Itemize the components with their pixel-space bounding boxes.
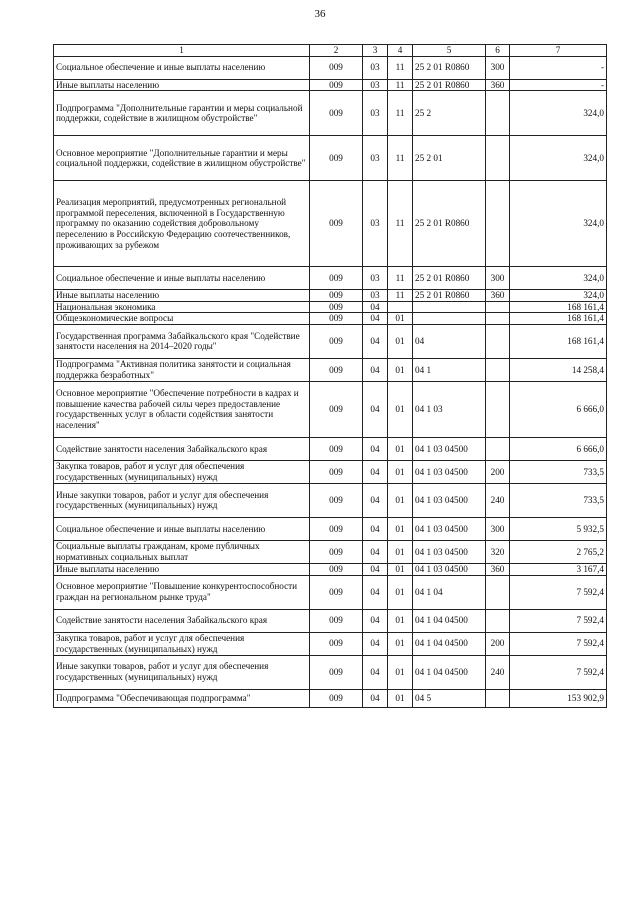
section-code: 04: [363, 632, 388, 655]
amount: 168 161,4: [510, 301, 607, 313]
amount: 7 592,4: [510, 655, 607, 689]
target-article-code: 04 1 03 04500: [413, 517, 486, 540]
row-name: Подпрограмма "Обеспечивающая подпрограмма": [54, 689, 310, 707]
target-article-code: [413, 301, 486, 313]
section-code: 04: [363, 609, 388, 632]
amount: 168 161,4: [510, 313, 607, 325]
target-article-code: 04 1 03 04500: [413, 483, 486, 517]
row-name: Государственная программа Забайкальского края "Содействие занятости населения на 2014–2020 годы": [54, 324, 310, 358]
target-article-code: 04 1 03 04500: [413, 437, 486, 460]
ministry-code: 009: [310, 91, 363, 136]
subsection-code: 01: [388, 563, 413, 575]
target-article-code: 25 2 01 R0860: [413, 181, 486, 267]
section-code: 04: [363, 575, 388, 609]
amount: 153 902,9: [510, 689, 607, 707]
target-article-code: 25 2 01 R0860: [413, 290, 486, 302]
section-code: 03: [363, 290, 388, 302]
subsection-code: 01: [388, 655, 413, 689]
ministry-code: 009: [310, 358, 363, 381]
expense-type-code: [486, 609, 510, 632]
target-article-code: 25 2 01 R0860: [413, 56, 486, 79]
ministry-code: 009: [310, 689, 363, 707]
column-number: 5: [413, 45, 486, 57]
expense-type-code: 360: [486, 563, 510, 575]
target-article-code: 04 1 03 04500: [413, 563, 486, 575]
row-name: Социальное обеспечение и иные выплаты населению: [54, 267, 310, 290]
section-code: 03: [363, 56, 388, 79]
ministry-code: 009: [310, 632, 363, 655]
row-name: Основное мероприятие "Дополнительные гарантии и меры социальной поддержки, содействие в жилищном обустройстве": [54, 136, 310, 181]
subsection-code: 01: [388, 381, 413, 437]
row-name: Основное мероприятие "Обеспечение потребности в кадрах и повышение качества рабочей силы через предоставление государственных услуг в области содействия занятости населения": [54, 381, 310, 437]
ministry-code: 009: [310, 324, 363, 358]
section-code: 04: [363, 483, 388, 517]
section-code: 03: [363, 181, 388, 267]
expense-type-code: [486, 575, 510, 609]
row-name: Закупка товаров, работ и услуг для обеспечения государственных (муниципальных) нужд: [54, 460, 310, 483]
amount: 6 666,0: [510, 437, 607, 460]
section-code: 04: [363, 358, 388, 381]
table-row: [54, 290, 607, 302]
section-code: 04: [363, 517, 388, 540]
subsection-code: 11: [388, 91, 413, 136]
target-article-code: 04 1 03 04500: [413, 540, 486, 563]
table-row: [54, 301, 607, 313]
subsection-code: 01: [388, 540, 413, 563]
table-row: [54, 540, 607, 563]
row-name: Закупка товаров, работ и услуг для обеспечения государственных (муниципальных) нужд: [54, 632, 310, 655]
table-row: [54, 563, 607, 575]
expense-type-code: 300: [486, 517, 510, 540]
section-code: 04: [363, 437, 388, 460]
table-row: [54, 437, 607, 460]
amount: 7 592,4: [510, 632, 607, 655]
target-article-code: 04 5: [413, 689, 486, 707]
section-code: 04: [363, 460, 388, 483]
section-code: 04: [363, 563, 388, 575]
column-number: 6: [486, 45, 510, 57]
table-row: [54, 517, 607, 540]
table-row: [54, 381, 607, 437]
expense-type-code: [486, 313, 510, 325]
amount: 3 167,4: [510, 563, 607, 575]
subsection-code: 01: [388, 609, 413, 632]
ministry-code: 009: [310, 301, 363, 313]
subsection-code: 11: [388, 79, 413, 91]
amount: 733,5: [510, 460, 607, 483]
amount: 324,0: [510, 290, 607, 302]
table-row: [54, 632, 607, 655]
subsection-code: 11: [388, 56, 413, 79]
section-code: 03: [363, 79, 388, 91]
target-article-code: 04 1 04: [413, 575, 486, 609]
row-name: Подпрограмма "Дополнительные гарантии и меры социальной поддержки, содействие в жилищном обустройстве": [54, 91, 310, 136]
row-name: Иные выплаты населению: [54, 79, 310, 91]
target-article-code: 04 1 04 04500: [413, 609, 486, 632]
expense-type-code: 360: [486, 79, 510, 91]
row-name: Социальное обеспечение и иные выплаты населению: [54, 56, 310, 79]
section-code: 04: [363, 313, 388, 325]
amount: 168 161,4: [510, 324, 607, 358]
amount: 5 932,5: [510, 517, 607, 540]
subsection-code: 01: [388, 358, 413, 381]
ministry-code: 009: [310, 56, 363, 79]
amount: 2 765,2: [510, 540, 607, 563]
column-number: 7: [510, 45, 607, 57]
expense-type-code: [486, 181, 510, 267]
ministry-code: 009: [310, 483, 363, 517]
subsection-code: 01: [388, 517, 413, 540]
row-name: Иные выплаты населению: [54, 290, 310, 302]
expense-type-code: [486, 358, 510, 381]
expense-type-code: 200: [486, 632, 510, 655]
column-number: 1: [54, 45, 310, 57]
subsection-code: 11: [388, 290, 413, 302]
amount: 7 592,4: [510, 575, 607, 609]
page-number: 36: [314, 8, 326, 20]
section-code: 03: [363, 267, 388, 290]
amount: 324,0: [510, 181, 607, 267]
subsection-code: 01: [388, 313, 413, 325]
expense-type-code: 240: [486, 483, 510, 517]
amount: 6 666,0: [510, 381, 607, 437]
section-code: 04: [363, 540, 388, 563]
amount: 324,0: [510, 91, 607, 136]
target-article-code: 04: [413, 324, 486, 358]
table-row: [54, 358, 607, 381]
table-row: [54, 483, 607, 517]
subsection-code: 11: [388, 136, 413, 181]
ministry-code: 009: [310, 181, 363, 267]
table-row: [54, 91, 607, 136]
subsection-code: 11: [388, 267, 413, 290]
target-article-code: 04 1 04 04500: [413, 655, 486, 689]
budget-table: [53, 44, 607, 708]
expense-type-code: [486, 381, 510, 437]
row-name: Социальные выплаты гражданам, кроме публичных нормативных социальных выплат: [54, 540, 310, 563]
table-row: [54, 56, 607, 79]
ministry-code: 009: [310, 437, 363, 460]
expense-type-code: [486, 301, 510, 313]
row-name: Реализация мероприятий, предусмотренных региональной программой переселения, включенной в Государственную программу по оказанию содействия добровольному переселению в Российскую Федерацию соотечественников, проживающих за рубежом: [54, 181, 310, 267]
amount: -: [510, 79, 607, 91]
expense-type-code: [486, 136, 510, 181]
target-article-code: 04 1 03: [413, 381, 486, 437]
row-name: Содействие занятости населения Забайкальского края: [54, 437, 310, 460]
subsection-code: 01: [388, 460, 413, 483]
ministry-code: 009: [310, 563, 363, 575]
target-article-code: 04 1 03 04500: [413, 460, 486, 483]
ministry-code: 009: [310, 136, 363, 181]
amount: 324,0: [510, 267, 607, 290]
section-code: 04: [363, 324, 388, 358]
section-code: 04: [363, 689, 388, 707]
row-name: Иные закупки товаров, работ и услуг для обеспечения государственных (муниципальных) нужд: [54, 483, 310, 517]
table-row: [54, 181, 607, 267]
table-row: [54, 575, 607, 609]
row-name: Национальная экономика: [54, 301, 310, 313]
row-name: Основное мероприятие "Повышение конкурентоспособности граждан на региональном рынке труда": [54, 575, 310, 609]
ministry-code: 009: [310, 540, 363, 563]
amount: 733,5: [510, 483, 607, 517]
section-code: 04: [363, 655, 388, 689]
table-row: [54, 136, 607, 181]
amount: 324,0: [510, 136, 607, 181]
row-name: Социальное обеспечение и иные выплаты населению: [54, 517, 310, 540]
target-article-code: 25 2: [413, 91, 486, 136]
ministry-code: 009: [310, 575, 363, 609]
subsection-code: 01: [388, 689, 413, 707]
subsection-code: 01: [388, 632, 413, 655]
amount: 14 258,4: [510, 358, 607, 381]
target-article-code: [413, 313, 486, 325]
expense-type-code: 320: [486, 540, 510, 563]
row-name: Иные закупки товаров, работ и услуг для обеспечения государственных (муниципальных) нужд: [54, 655, 310, 689]
ministry-code: 009: [310, 381, 363, 437]
column-number: 2: [310, 45, 363, 57]
table-row: [54, 689, 607, 707]
row-name: Общеэкономические вопросы: [54, 313, 310, 325]
expense-type-code: 360: [486, 290, 510, 302]
section-code: 04: [363, 381, 388, 437]
amount: 7 592,4: [510, 609, 607, 632]
ministry-code: 009: [310, 267, 363, 290]
subsection-code: 11: [388, 181, 413, 267]
section-code: 03: [363, 136, 388, 181]
table-row: [54, 313, 607, 325]
row-name: Содействие занятости населения Забайкальского края: [54, 609, 310, 632]
target-article-code: 25 2 01 R0860: [413, 267, 486, 290]
ministry-code: 009: [310, 517, 363, 540]
ministry-code: 009: [310, 313, 363, 325]
ministry-code: 009: [310, 609, 363, 632]
table-row: [54, 655, 607, 689]
expense-type-code: [486, 437, 510, 460]
table-row: [54, 324, 607, 358]
target-article-code: 25 2 01 R0860: [413, 79, 486, 91]
target-article-code: 04 1 04 04500: [413, 632, 486, 655]
ministry-code: 009: [310, 290, 363, 302]
expense-type-code: 240: [486, 655, 510, 689]
expense-type-code: 200: [486, 460, 510, 483]
row-name: Подпрограмма "Активная политика занятости и социальная поддержка безработных": [54, 358, 310, 381]
table-row: [54, 609, 607, 632]
expense-type-code: [486, 91, 510, 136]
table-row: [54, 460, 607, 483]
ministry-code: 009: [310, 655, 363, 689]
amount: -: [510, 56, 607, 79]
column-number: 4: [388, 45, 413, 57]
expense-type-code: [486, 689, 510, 707]
section-code: 04: [363, 301, 388, 313]
target-article-code: 25 2 01: [413, 136, 486, 181]
expense-type-code: 300: [486, 267, 510, 290]
column-number-row: [54, 45, 607, 57]
subsection-code: [388, 301, 413, 313]
subsection-code: 01: [388, 575, 413, 609]
table-row: [54, 267, 607, 290]
ministry-code: 009: [310, 79, 363, 91]
expense-type-code: [486, 324, 510, 358]
target-article-code: 04 1: [413, 358, 486, 381]
subsection-code: 01: [388, 437, 413, 460]
row-name: Иные выплаты населению: [54, 563, 310, 575]
section-code: 03: [363, 91, 388, 136]
subsection-code: 01: [388, 324, 413, 358]
ministry-code: 009: [310, 460, 363, 483]
column-number: 3: [363, 45, 388, 57]
expense-type-code: 300: [486, 56, 510, 79]
table-row: [54, 79, 607, 91]
subsection-code: 01: [388, 483, 413, 517]
